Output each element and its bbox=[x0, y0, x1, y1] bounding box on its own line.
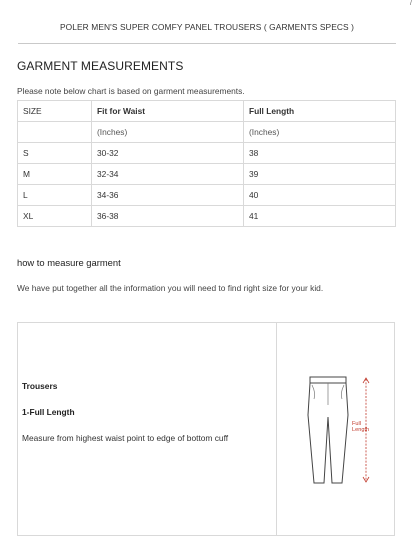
guide-divider bbox=[276, 323, 277, 535]
table-row bbox=[18, 164, 396, 185]
size-cell: S bbox=[18, 143, 92, 164]
unit-waist: (Inches) bbox=[92, 122, 244, 143]
column-header-size: SIZE bbox=[18, 101, 92, 122]
size-cell: M bbox=[18, 164, 92, 185]
diagram-label bbox=[352, 421, 382, 434]
how-to-measure-note: We have put together all the information you will need to find right size for your kid. bbox=[17, 283, 324, 293]
waist-cell: 30-32 bbox=[92, 143, 244, 164]
measurement-description: Measure from highest waist point to edge of bottom cuff bbox=[22, 433, 229, 443]
size-chart-table bbox=[17, 100, 396, 227]
waist-cell: 34-36 bbox=[92, 185, 244, 206]
unit-size bbox=[18, 122, 92, 143]
side-mark: / bbox=[410, 0, 412, 7]
measurement-item-label: 1-Full Length bbox=[22, 407, 75, 417]
size-cell: L bbox=[18, 185, 92, 206]
column-header-waist: Fit for Waist bbox=[92, 101, 244, 122]
how-to-measure-title: how to measure garment bbox=[17, 257, 121, 268]
diagram-label-line2: Length bbox=[352, 427, 370, 434]
page-title: POLER MEN'S SUPER COMFY PANEL TROUSERS ( GARMENTS SPECS ) bbox=[59, 22, 355, 32]
waist-cell: 32-34 bbox=[92, 164, 244, 185]
length-cell: 39 bbox=[244, 164, 396, 185]
size-cell: XL bbox=[18, 206, 92, 227]
column-header-length: Full Length bbox=[244, 101, 396, 122]
diagram-label-line1: Full bbox=[352, 421, 362, 427]
length-cell: 38 bbox=[244, 143, 396, 164]
length-cell: 40 bbox=[244, 185, 396, 206]
table-header-row bbox=[18, 101, 396, 122]
table-row bbox=[18, 185, 396, 206]
garment-name: Trousers bbox=[22, 381, 58, 391]
measurements-title: GARMENT MEASUREMENTS bbox=[17, 59, 184, 73]
waist-cell: 36-38 bbox=[92, 206, 244, 227]
measurements-note: Please note below chart is based on garment measurements. bbox=[17, 86, 245, 96]
unit-length: (Inches) bbox=[244, 122, 396, 143]
header-divider bbox=[18, 43, 396, 44]
measurement-guide-box bbox=[17, 322, 395, 536]
table-units-row bbox=[18, 122, 396, 143]
table-row bbox=[18, 206, 396, 227]
table-row bbox=[18, 143, 396, 164]
length-cell: 41 bbox=[244, 206, 396, 227]
